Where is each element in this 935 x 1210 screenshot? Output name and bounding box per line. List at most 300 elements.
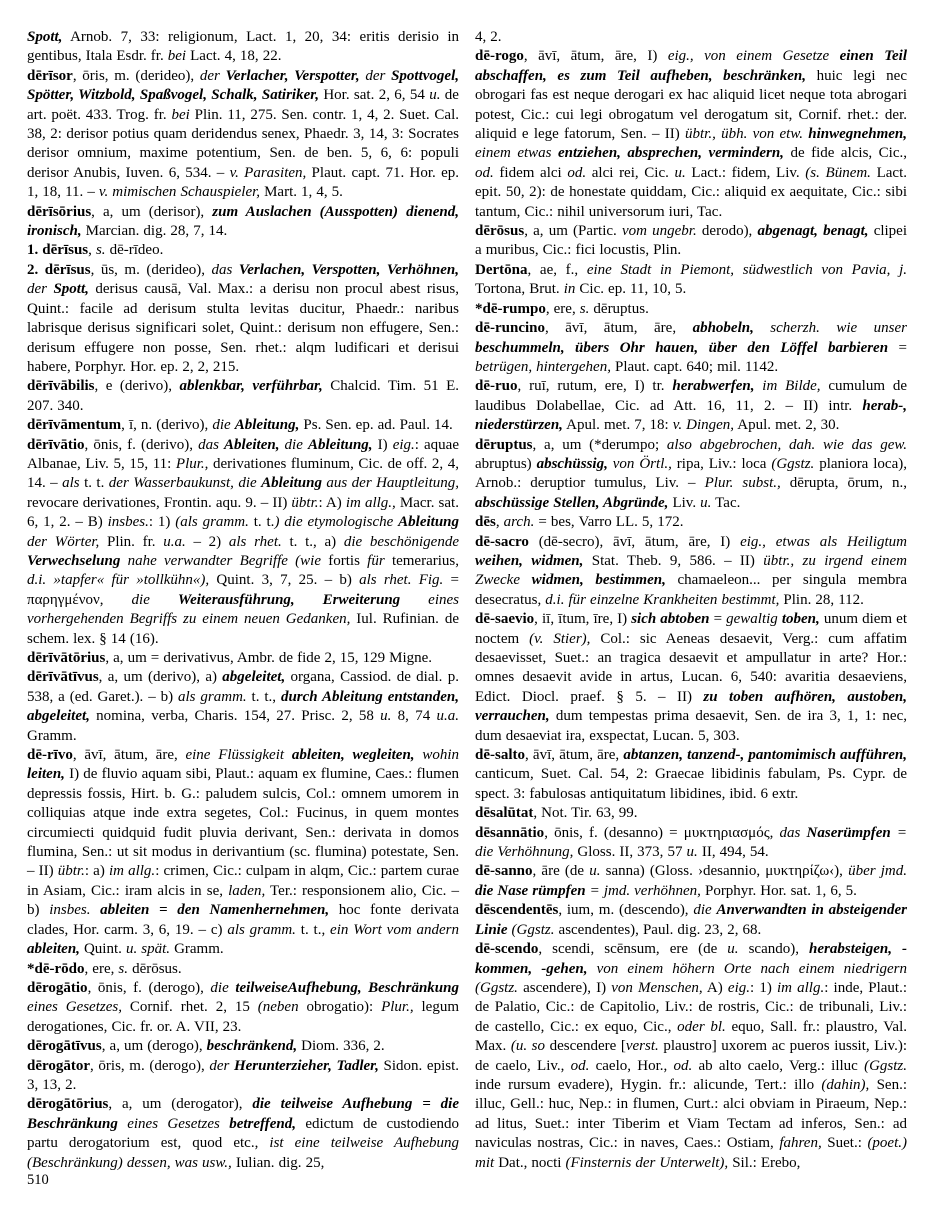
entry-text-segment: Hor. sat. 2, 6, 54 [319,87,430,104]
dictionary-entry [27,649,459,668]
entry-text-segment: , ae, f., [527,261,587,278]
entry-text-segment: Ableitung, [307,436,373,453]
entry-text-segment: leiten, [27,766,65,783]
entry-text-segment: herabsteigen, -kommen, -gehen, [475,941,907,977]
entry-text-segment: 4, 2. [475,29,502,45]
entry-text-segment: , ere, [545,300,580,317]
dictionary-entry [27,1037,459,1056]
entry-text-segment: A) [702,979,728,996]
entry-text-segment: als gramm. [227,921,296,938]
entry-text-segment: , ere, [84,960,119,977]
entry-text-segment: scando), [738,941,810,958]
entry-text-segment: betreffend, [229,1115,296,1132]
entry-text-segment: abhobeln, [692,320,754,337]
entry-text-segment: der [199,67,226,84]
entry-text-segment: Tac. [711,494,741,511]
dictionary-entry [475,300,907,319]
entry-text-segment: , āre (de [532,863,590,880]
entry-text-segment: 1. dērīsus [27,242,89,259]
entry-text-segment: II, 494, 54. [697,844,769,861]
entry-text-segment: u. spät. [125,941,171,958]
entry-text-segment: Gramm. [170,941,224,958]
entry-text-segment: Spottvogel, Spötter, Witzbold, Spaßvogel, Schalk, Satiriker, [27,67,459,104]
entry-text-segment: , ōnis, f. (desanno) = μυκτηριασμός, [544,824,780,841]
entry-text-segment: (dē-secro), āvī, ātum, āre, I) [528,533,741,550]
dictionary-entry [475,47,907,222]
entry-text-segment: von Örtl., [607,455,672,472]
entry-text-segment: Iulian. dig. 25, [231,1154,325,1171]
entry-text-segment: chamaeleon... per singula membra desecratus, [475,572,908,608]
entry-text-segment: dērogātōrius [27,1096,109,1113]
entry-text-segment: , āvī, ātum, āre, [72,747,186,764]
entry-text-segment: = jmd. verhöhnen, [585,882,701,899]
dictionary-entry [475,862,907,901]
dictionary-entry [475,261,907,300]
left-column [27,28,459,1173]
entry-text-segment: oder bl. [677,1018,726,1035]
entry-text-segment: = [709,611,727,628]
entry-text-segment: , Not. Tir. 63, 99. [533,805,638,822]
entry-text-segment: der Wörter, [27,533,100,550]
entry-text-segment: I) de fluvio aquam sibi, Plaut.: aquam ex flumine, Caes.: flumen depressis fossis, Hirt. b. G.: paludem sulcis, Col.: omnem umorem in colliquias atque inde extra segetes, Col.: Fucinus, in quem montes circumiecti quidquid fudit pluvia derivant, Sen.: derivata in domos flumina, Sen.: ut sit modus in derivantium (sc. flumina) potestate, Sen. – II) [27,766,459,880]
entry-text-segment: , [495,514,504,531]
entry-text-segment: descendere [ [545,1038,626,1055]
entry-text-segment: beschränkend, [206,1038,298,1055]
entry-text-segment: Naserümpfen [806,824,891,841]
entry-text-segment: , ōnis, f. (derivo), [84,436,199,453]
entry-text-segment: v. mimischen Schauspieler, [98,184,261,201]
entry-text-segment: Lact.: fidem, Liv. [685,164,806,181]
entry-text-segment: , a, um = derivativus, Ambr. de fide 2, 15, 129 Migne. [105,650,433,666]
entry-text-segment: od. [673,1057,693,1074]
entry-text-segment: , a, um (derivo), a) [98,669,223,686]
entry-text-segment: dē-rogo [475,48,524,65]
entry-text-segment: abschüssige Stellen, Abgründe, [475,494,669,511]
entry-text-segment: insbes. [107,514,149,531]
entry-text-segment: Chalcid. Tim. 51 E. 207. 340. [27,378,459,414]
dictionary-entry [475,804,907,823]
entry-text-segment: im allg. [108,863,156,880]
entry-text-segment: , ium, m. (descendo), [558,902,694,919]
entry-text-segment: eines Gesetzes, [27,999,122,1016]
entry-text-segment: u.a. [163,533,186,550]
entry-text-segment: Dat., nocti [494,1154,566,1171]
entry-text-segment: dērīvātīvus [27,669,99,686]
page-number: 510 [27,1172,49,1188]
entry-text-segment: , scendi, scēnsum, ere (de [538,941,728,958]
entry-text-segment: dēruptus [475,436,533,453]
dictionary-page [27,28,908,1173]
entry-text-segment: : A) [318,494,346,511]
dictionary-entry [27,1095,459,1173]
dictionary-entry [475,222,907,261]
entry-text-segment: toben, [781,611,820,628]
entry-text-segment: dē-rīdeo. [105,242,164,259]
entry-text-segment: als gramm. [178,688,247,705]
entry-text-segment: dēsalūtat [475,805,534,822]
entry-text-segment: in [563,281,576,298]
entry-text-segment: vom ungebr. [621,223,697,240]
entry-text-segment: dērīsōrius [27,203,92,220]
entry-text-segment: übtr. [57,863,85,880]
dictionary-entry [27,67,459,203]
entry-text-segment: cumulum de laudibus Dolabellae, Cic. ad Att. 16, 11, 2. – II) intr. [475,378,907,414]
entry-text-segment: s. [579,300,590,317]
entry-text-segment: , ōris, m. (derideo), [72,67,200,84]
dictionary-entry [475,436,907,514]
entry-text-segment: herab-, niederstürzen, [475,397,907,434]
entry-text-segment: nahe verwandter Begriffe (wie [120,552,329,569]
entry-text-segment: eig. [392,436,415,453]
entry-text-segment: eig., etwas als Heiligtum [740,533,907,550]
entry-text-segment: Plur., [175,455,209,472]
entry-text-segment: ist eine teilweise Aufhebung (Beschränkung) dessen, was usw., [27,1135,459,1171]
entry-text-segment: Plin. 11, 275. Sen. contr. 1, 4, 2. Suet. Cal. 38, 2: derisor potius quam deridendus senex, Phaedr. 3, 14, 3: Socrates derisor omnium, maxime potentium, Sen. de ben. 5, 6, 6: populi derisor Anubis, Iuven. 6, 534. – [27,106,459,181]
entry-text-segment: dēruptus. [589,300,649,317]
entry-text-segment: (Ggstz. [507,921,555,938]
entry-text-segment: das [198,436,225,453]
entry-text-segment: : 1) [750,979,777,996]
entry-text-segment: zu toben aufhören, austoben, verrauchen, [475,688,907,725]
entry-text-segment: I) [372,436,393,453]
entry-text-segment: im allg. [776,979,825,996]
entry-text-segment: von Menschen, [611,979,703,996]
entry-text-segment: , ūs, m. (derideo), [90,261,212,278]
entry-text-segment: eine Flüssigkeit [185,747,292,764]
entry-text-segment: Plaut. capt. 640; mil. 1142. [610,358,779,375]
entry-text-segment: : inde, Plaut.: de Palatio, Cic.: de Capitolio, Liv.: de rostris, Cic.: de tribunali, Liv.: de castello, Cic.: ex equo, Cic., [475,979,907,1035]
entry-text-segment: Anverwandten in absteigender Linie [475,902,907,938]
entry-text-segment: verst. [625,1038,659,1055]
entry-text-segment: ab alto caelo, Verg.: illuc [692,1057,865,1074]
entry-text-segment: t. t., a) [281,533,344,550]
entry-text-segment: hoc fonte derivata clades, Hor. carm. 3, 6, 19. – c) [27,902,459,938]
entry-text-segment: temerarius, [391,552,459,569]
dictionary-entry [27,746,459,959]
entry-text-segment: ableiten, wegleiten, [291,747,415,764]
entry-text-segment: v. Dingen, [672,417,735,434]
entry-text-segment: die teilweise Aufhebung = die Beschränkung [27,1096,459,1132]
entry-text-segment: derivationes fluminum, Cic. de off. 2, 4, 14. – [27,455,459,492]
entry-text-segment: (als gramm. [175,514,249,531]
entry-text-segment: Stat. Theb. 9, 586. – II) [583,552,764,569]
entry-text-segment: dēs [475,514,496,531]
dictionary-entry [27,979,459,1037]
entry-text-segment: Arnob. 7, 33: religionum, Lact. 1, 20, 34: eritis derisio in gentibus, Itala Esdr. fr. [27,29,459,65]
entry-text-segment: der [359,67,392,84]
text-columns [27,28,908,1173]
entry-text-segment: Suet.: [821,1135,868,1152]
entry-text-segment: eig. [727,979,750,996]
entry-text-segment: 8, 74 [391,708,437,725]
entry-text-segment: dēsannātio [475,824,545,841]
entry-text-segment: (Finsternis der Unterwelt), [565,1154,729,1171]
entry-text-segment: Ter.: responsionem alio, Cic. – b) [27,882,459,919]
entry-text-segment: revocare derivationes, Frontin. aqu. 9. – II) [27,494,292,511]
entry-text-segment: Quint. 3, 7, 25. – b) [209,572,360,589]
entry-text-segment: abgeleitet, [222,669,286,686]
dictionary-entry [27,28,459,67]
entry-text-segment: s. [95,242,106,259]
dictionary-entry [475,746,907,804]
entry-text-segment: canticum, Suet. Cal. 54, 2: Graecae libidinis fabulam, Ps. Cypr. de spect. 3: fabulosas antiquitatum libidines, ibid. 6 extr. [475,766,907,802]
entry-text-segment: bei [171,106,190,123]
entry-text-segment: dērīsor [27,67,73,84]
dictionary-entry [475,901,907,940]
entry-text-segment: scherzh. wie unser [753,320,907,337]
entry-text-segment: – 2) [185,533,229,550]
entry-text-segment: organa, Cassiod. de dial. p. 538, a (ed. Garet.). – b) [27,669,459,705]
entry-text-segment: dē-sanno [475,863,533,880]
entry-text-segment: die [693,902,717,919]
entry-text-segment: die [131,591,178,608]
entry-text-segment: de art. poët. 433. Trog. fr. [27,87,459,123]
entry-text-segment: u. [700,494,712,511]
entry-text-segment: durch Ableitung entstanden, abgeleitet, [27,688,459,725]
entry-text-segment: fahren, [779,1135,822,1152]
entry-text-segment: = bes, Varro LL. 5, 172. [534,514,684,531]
entry-text-segment: Liv. [668,494,701,511]
entry-text-segment: Herunterzieher, Tadler, [233,1057,379,1074]
entry-text-segment: ableiten, [27,941,80,958]
entry-text-segment: dērogātīvus [27,1038,102,1055]
entry-text-segment: dē-scendo [475,941,539,958]
entry-text-segment: Marcian. dig. 28, 7, 14. [81,223,228,240]
dictionary-entry [27,436,459,649]
entry-text-segment: t. t. [248,514,275,531]
entry-text-segment: Dertōna [475,261,528,278]
entry-text-segment: Plin. 28, 112. [779,591,864,608]
entry-text-segment: dēscendentēs [475,902,559,919]
entry-text-segment: ripa, Liv.: loca [671,455,772,472]
entry-text-segment: legum derogationes, Cic. fr. or. A. VII, 23. [27,999,459,1035]
entry-text-segment: Spott, [53,281,89,298]
entry-text-segment: die Nase rümpfen [475,882,586,899]
entry-text-segment: im allg., [345,494,396,511]
entry-text-segment: nomina, verba, Charis. 154, 27. Prisc. 2, 58 [89,708,381,725]
entry-text-segment: dē-sacro [475,533,529,550]
dictionary-entry [475,940,907,1173]
entry-text-segment [90,902,100,918]
entry-text-segment: = [888,339,907,356]
entry-text-segment: fidem alci [493,164,568,181]
entry-text-segment: Verlachen, Verspotten, Verhöhnen, [238,261,460,278]
entry-text-segment: , ōris, m. (derogo), [90,1057,210,1074]
entry-text-segment: Sen.: illuc, Gell.: huc, Nep.: in flumen, Curt.: alci obviam in Piraeum, Nep.: ad litus, Suet.: inter Tiberim et Viam Tectam ad inferos, Sen.: ad naviculas nostras, Cic.: in naves, Caes.: Ostiam, [475,1076,907,1152]
entry-text-segment: übtr. [291,494,319,511]
entry-text-segment: dē-saevio [475,611,535,628]
entry-text-segment: Verlacher, Verspotter, [225,67,360,84]
entry-text-segment: als [62,475,80,492]
entry-text-segment: sich abtoben [631,611,710,628]
entry-text-segment: dē-ruo [475,378,518,395]
entry-text-segment: t. t., [295,921,331,938]
entry-text-segment: abgenagt, benagt, [757,223,869,240]
dictionary-entry [27,416,459,435]
entry-text-segment: bei [167,48,187,65]
entry-text-segment: Porphyr. Hor. sat. 1, 6, 5. [700,882,857,899]
dictionary-entry [27,960,459,979]
dictionary-entry [475,533,907,611]
entry-text-segment: : a) [84,863,109,880]
entry-text-segment: Spott, [27,29,63,45]
right-column [475,28,907,1173]
entry-text-segment: u. [686,844,698,861]
entry-text-segment: 2. dērīsus [27,261,91,278]
entry-text-segment: Ableiten, [224,436,280,453]
entry-text-segment: Iul. Rufinian. de schem. lex. § 14 (16). [27,611,459,647]
entry-text-segment: ascendentes), Paul. dig. 23, 2, 68. [554,921,762,938]
entry-text-segment: u. [380,708,392,725]
entry-text-segment: : aquae Albanae, Liv. 5, 15, 11: [27,436,459,472]
entry-text-segment: über jmd. [848,863,907,880]
entry-text-segment: Plaut. capt. 71. Hor. ep. 1, 18, 11. – [27,164,459,201]
dictionary-entry [27,203,459,242]
entry-text-segment: Cornif. rhet. 2, 15 [121,999,258,1016]
dictionary-entry [27,241,459,260]
entry-text-segment: aus der Hauptleitung, [321,475,460,492]
entry-text-segment: alci rei, Cic. [586,164,675,181]
entry-text-segment: ein Wort vom andern [330,921,459,938]
entry-text-segment: (v. Stier), [529,630,591,647]
entry-text-segment: das [779,824,807,841]
entry-text-segment: clipei a muribus, Cic.: fici locustis, Plin. [475,223,908,259]
entry-text-segment: Gloss. II, 373, 57 [573,844,687,861]
entry-text-segment: insbes. [49,902,91,919]
entry-text-segment: dē-salto [475,747,525,764]
entry-text-segment: od. [570,1057,590,1074]
entry-text-segment: dērīvāmentum [27,417,122,434]
entry-text-segment: : 1) [148,514,176,531]
entry-text-segment: t. t., [246,688,281,705]
entry-text-segment: Lact. epit. 50, 2): de honestate quiddam, Cic.: aliquid ex aequitate, Cic.: sibi tantum, Cic.: nihil universorum iuri, Tac. [475,164,907,220]
entry-text-segment: u. [589,863,601,880]
dictionary-entry [27,668,459,746]
entry-text-segment: , ruī, rutum, ere, I) tr. [517,378,673,395]
entry-text-segment: , a, um (derisor), [91,203,213,220]
entry-text-segment: edictum de custodiendo partu derogatorium est, quod etc., [27,1115,459,1152]
entry-text-segment: , e (derivo), [94,378,180,395]
entry-text-segment: Weiterausführung, Erweiterung [177,591,401,608]
entry-text-segment: inde rursum evadere), Hygin. fr.: alicunde, Tert.: illo [475,1076,822,1093]
entry-text-segment: als rhet. Fig. [359,572,444,589]
entry-text-segment: eines vorhergehenden Begriffs zu einem neuen Gedanken, [27,591,459,628]
entry-text-segment: Ps. Sen. ep. ad. Paul. 14. [299,417,453,434]
entry-text-segment: ) die etymologische [274,514,399,531]
entry-text-segment: Plur., [381,999,414,1016]
entry-text-segment: , a, um (derogo), [101,1038,207,1055]
entry-text-segment: als rhet. [228,533,282,550]
entry-text-segment: abschüssig, [536,455,608,472]
entry-text-segment: Mart. 1, 4, 5. [260,184,343,201]
entry-text-segment: dērīvātio [27,436,85,453]
entry-text-segment: beschummeln, übers Ohr hauen, über den Löffel barbieren [475,339,889,356]
entry-text-segment: , [88,242,96,259]
entry-text-segment: v. Parasiten, [229,164,307,181]
entry-text-segment: obrogatio): [298,999,382,1016]
entry-text-segment: Sidon. epist. 3, 13, 2. [27,1057,460,1093]
entry-text-segment: , a, um (*derumpo; [532,436,667,453]
entry-text-segment: Plur. subst., [704,475,781,492]
entry-text-segment: , iī, ītum, īre, I) [534,611,632,628]
entry-text-segment: , ī, n. (derivo), [121,417,213,434]
entry-text-segment: widmen, bestimmen, [531,572,666,589]
entry-text-segment: ableiten = den Namenhernehmen, [100,902,330,919]
entry-text-segment: arch. [503,514,535,531]
dictionary-entry [475,610,907,746]
entry-text-segment: eine Stadt in Piemont, südwestlich von Pavia, j. [586,261,907,278]
entry-text-segment: eines Gesetzes [117,1115,230,1132]
entry-text-segment: eig., von einem Gesetze [667,48,840,65]
entry-text-segment: u. [727,941,739,958]
entry-text-segment: die [212,417,235,434]
entry-text-segment: dē-rīvo [27,747,73,764]
entry-text-segment: das [211,261,239,278]
entry-text-segment: huic legi nec obrogari fas est neque derogari ex hac aliquid licet neque tota abrogari potest, Cic.: cui legi obrogatum vel derogatum sit, Cornif. rhet.: der. aliquid e lege fatorum, Sen. – II) [475,67,907,143]
entry-text-segment: d.i. »tapfer« für »tollkühn«), [27,572,210,589]
entry-text-segment: (Ggstz. [771,455,815,472]
entry-text-segment: sanna) (Gloss. ›desannio, μυκτηρίζω‹), [600,863,849,880]
entry-text-segment: (poet.) mit [475,1135,908,1171]
entry-text-segment: herabwerfen, [672,378,755,395]
entry-text-segment: übtr., zu irgend einem Zwecke [475,552,907,589]
dictionary-entry [475,377,907,435]
entry-text-segment: = παρηγμένον, [27,572,460,608]
entry-text-segment: für [359,552,392,569]
entry-text-segment: teilweiseAufhebung, Beschränkung [235,979,459,996]
entry-text-segment: der Wasserbaukunst, die [108,475,262,492]
dictionary-entry [27,261,459,377]
entry-text-segment: Diom. 336, 2. [297,1038,385,1055]
entry-text-segment: Sil.: Erebo, [728,1154,801,1171]
entry-text-segment: fortis [328,552,360,569]
entry-text-segment: dērogātor [27,1057,91,1074]
entry-text-segment: weihen, widmen, [475,552,584,569]
entry-text-segment: derisus causā, Val. Max.: a derisu non procul abest risus, Quint.: facile ad derisum stulta levitas ducitur, Phaedr.: naribus labrisque derisus significari solet, Quint.: derisum non effugere, Sen.: derisum effugere non posse, Sen. rhet.: alqm ludificari et derisui habere, Porphyr. Hor. ep. 2, 2, 215. [27,281,459,375]
entry-text-segment: Col.: sic Aeneas desaevit, Verg.: cum affatim desaevisset, Suet.: an tragica desaevit et ampullatur in arte? Hor.: omnes desaevit avide in artus, Lucan. 6, 540: avaritia desaeviens, Edict. Diocl. praef. § 5. – II) [475,630,908,705]
entry-text-segment: zum Auslachen (Ausspotten) dienend, ironisch, [27,203,460,240]
entry-text-segment: Apul. met. 7, 18: [562,417,673,434]
entry-text-segment: ablenkbar, verführbar, [179,378,323,395]
entry-text-segment: betrügen, hintergehen, [475,358,611,375]
entry-text-segment: von einem höhern Orte nach einem niedrigern (Ggstz. [475,960,907,996]
entry-text-segment: die [279,436,308,453]
entry-text-segment: dē-runcino [475,320,546,337]
entry-text-segment: od. [475,164,494,181]
entry-text-segment: Apul. met. 2, 30. [734,417,840,434]
entry-text-segment: : crimen, Cic.: culpam in alqm, Cic.: partem curae in Asiam, Cic.: iram alcis in se, [27,863,460,899]
entry-text-segment: plaustro] uxorem ac pueros iussit, Liv.): de caelo, Liv., [475,1038,907,1074]
entry-text-segment: einen Teil abschaffen, es zum Teil aufheben, beschränken, [475,48,907,84]
entry-text-segment: also abgebrochen, dah. wie das gew. [666,436,907,453]
entry-text-segment: od. [567,164,587,181]
entry-text-segment: Ableitung, [234,417,300,434]
entry-text-segment: , āvī, ātum, āre, [545,320,693,337]
entry-text-segment: Ableitung [398,514,460,531]
dictionary-entry [475,824,907,863]
entry-text-segment: dērupta, ōrum, n., [780,475,907,492]
entry-text-segment: Quint. [79,941,126,958]
entry-text-segment: Macr. sat. 6, 1, 2. – B) [27,494,459,531]
entry-text-segment: , āvī, ātum, āre, [525,747,624,764]
entry-text-segment: d.i. für einzelne Krankheiten bestimmt, [545,591,780,608]
entry-text-segment: s. [118,960,129,977]
entry-text-segment: = die Verhöhnung, [475,824,907,861]
dictionary-entry [475,28,907,47]
dictionary-entry [475,319,907,377]
entry-text-segment: wohin [414,747,459,764]
entry-text-segment: u. [674,164,686,181]
